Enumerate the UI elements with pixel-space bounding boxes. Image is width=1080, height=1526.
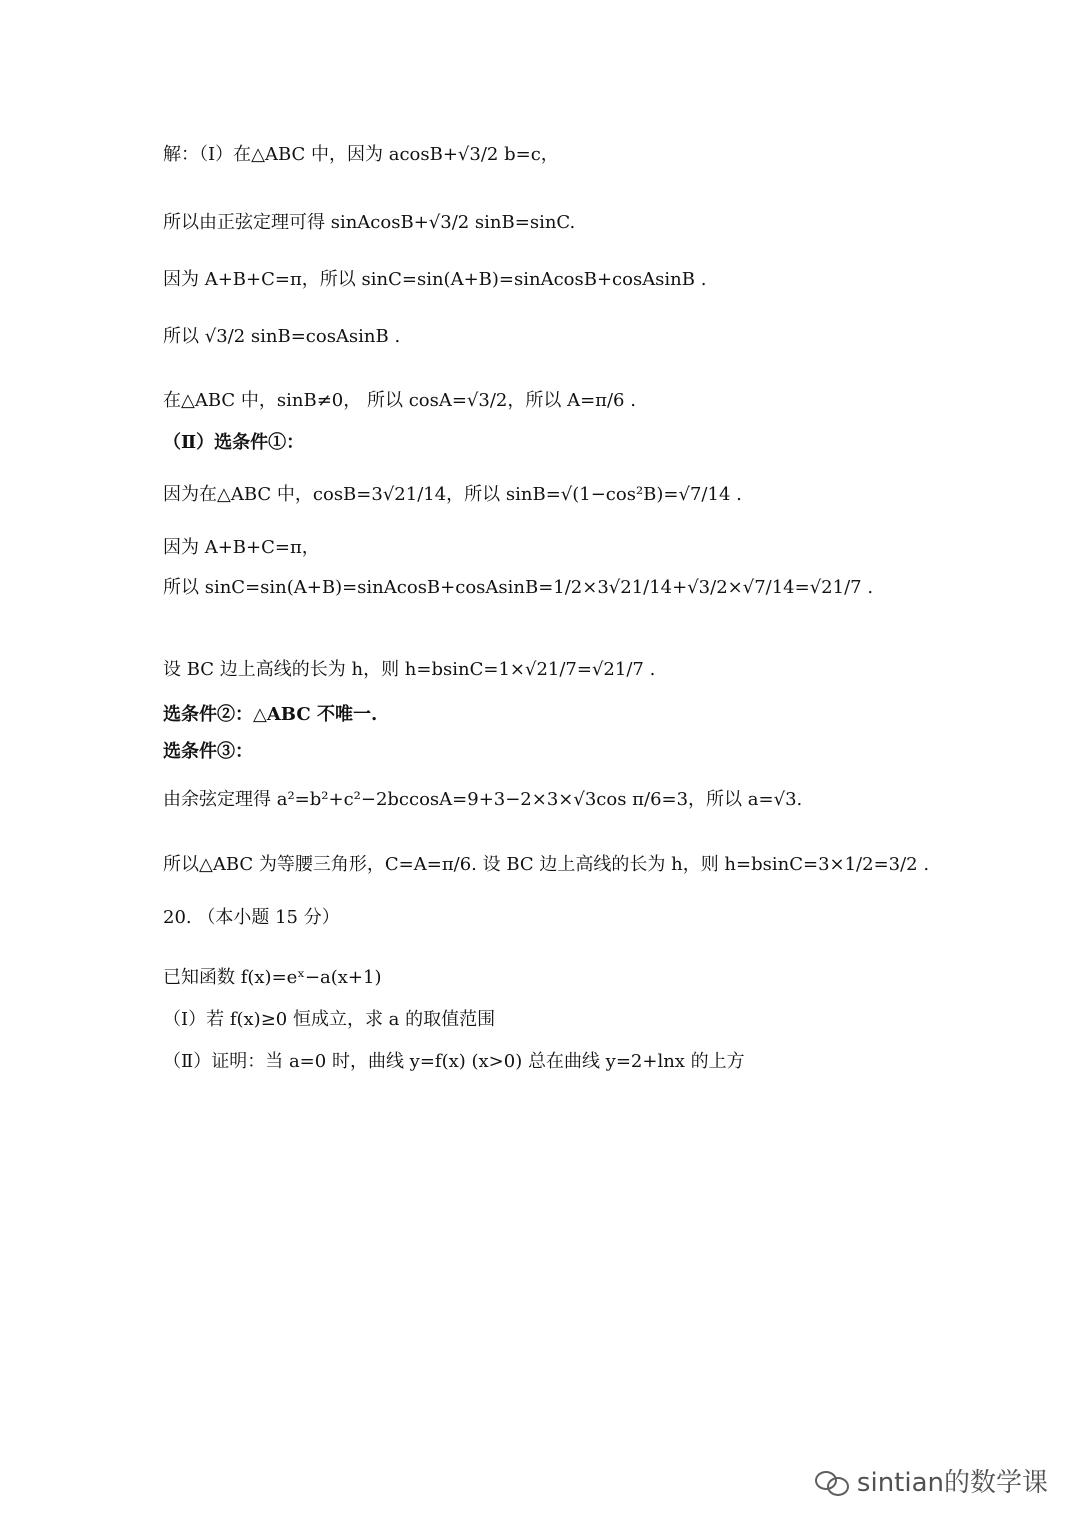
solution-line-2: 所以由正弦定理可得 sinAcosB+√3/2 sinB=sinC. (163, 212, 576, 233)
problem-20-heading: 20. （本小题 15 分） (163, 907, 340, 928)
watermark-text: sintian的数学课 (856, 1468, 1048, 1498)
solution-line-10: 由余弦定理得 a²=b²+c²−2bccosA=9+3−2×3×√3cos π/6=3，所以 a=√3. (163, 789, 803, 810)
solution-line-8: 所以 sinC=sin(A+B)=sinAcosB+cosAsinB=1/2×3√21/14+√3/2×√7/14=√21/7 . (163, 577, 874, 598)
condition-3-heading: 选条件③： (163, 741, 253, 762)
solution-line-3: 因为 A+B+C=π，所以 sinC=sin(A+B)=sinAcosB+cosAsinB . (163, 269, 707, 290)
solution-line-5: 在△ABC 中，sinB≠0， 所以 cosA=√3/2，所以 A=π/6 . (163, 390, 636, 411)
problem-20-part-1: （Ⅰ）若 f(x)≥0 恒成立，求 a 的取值范围 (163, 1009, 496, 1030)
solution-line-9: 设 BC 边上高线的长为 h，则 h=bsinC=1×√21/7=√21/7 . (163, 659, 656, 680)
solution-line-11: 所以△ABC 为等腰三角形，C=A=π/6. 设 BC 边上高线的长为 h，则 h=bsinC=3×1/2=3/2 . (163, 854, 930, 875)
wechat-icon (815, 1467, 849, 1495)
condition-2-line: 选条件②：△ABC 不唯一. (163, 704, 378, 725)
problem-20-part-2: （Ⅱ）证明：当 a=0 时，曲线 y=f(x) (x>0) 总在曲线 y=2+lnx 的上方 (163, 1051, 745, 1072)
watermark (815, 1462, 1048, 1499)
condition-1-heading: （Ⅱ）选条件①： (163, 432, 305, 453)
problem-20-statement: 已知函数 f(x)=eˣ−a(x+1) (163, 967, 382, 988)
solution-line-6: 因为在△ABC 中，cosB=3√21/14，所以 sinB=√(1−cos²B)=√7/14 . (163, 484, 742, 505)
solution-line-4: 所以 √3/2 sinB=cosAsinB . (163, 326, 401, 347)
solution-line-7: 因为 A+B+C=π， (163, 537, 320, 558)
solution-line-1: 解：（Ⅰ）在△ABC 中，因为 acosB+√3/2 b=c， (163, 144, 559, 165)
